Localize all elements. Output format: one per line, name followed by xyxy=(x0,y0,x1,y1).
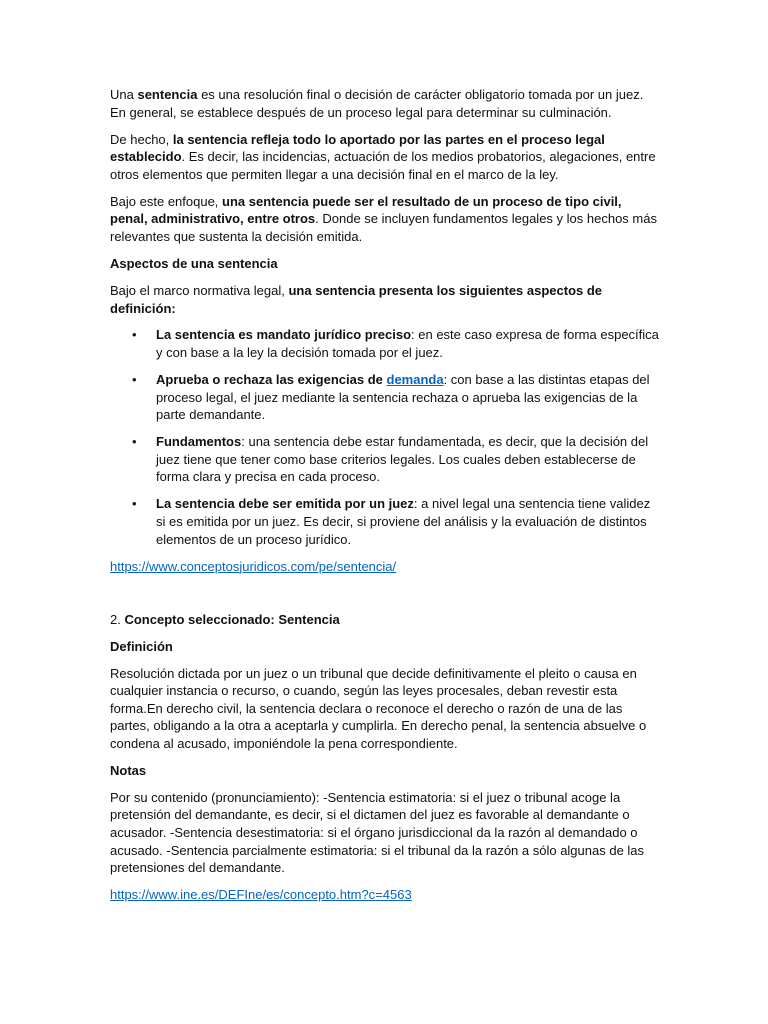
source-link-paragraph-2 xyxy=(110,886,660,904)
heading-notes: Notas xyxy=(110,762,147,778)
source-link-paragraph-1 xyxy=(110,558,660,576)
paragraph-intro: Una sentencia es una resolución final o decisión de carácter obligatorio tomada por un juez. En general, se establece después de un proceso legal para determinar su culminación. xyxy=(110,87,644,120)
list-item: • La sentencia es mandato jurídico preciso: en este caso expresa de forma específica y con base a la ley la decisión tomada por el juez. xyxy=(156,326,660,361)
list-item: • La sentencia debe ser emitida por un juez: a nivel legal una sentencia tiene validez si es emitida por un juez. Es decir, si proviene del análisis y la evaluación de distintos elementos de un proceso jurídico. xyxy=(156,495,660,548)
section-2-heading: 2. Concepto seleccionado: Sentencia xyxy=(110,611,340,627)
aspects-list xyxy=(110,326,660,548)
list-item: • Fundamentos: una sentencia debe estar fundamentada, es decir, que la decisión del juez tiene que tener como base criterios legales. Los cuales deben establecerse de forma clara y precisa en cada proceso. xyxy=(156,433,660,486)
heading-aspects: Aspectos de una sentencia xyxy=(110,255,278,271)
paragraph-notes: Por su contenido (pronunciamiento): -Sentencia estimatoria: si el juez o tribunal acoge la pretensión del demandante, es decir, si el dictamen del juez es favorable al demandante o acusador. -Sentencia desestimatoria: si el órgano jurisdiccional da la razón al demandado o acusado. -Sentencia parcialmente estimatoria: si el tribunal da la razón a sólo algunas de las pretensiones del demandante. xyxy=(110,789,645,876)
blank-line xyxy=(110,585,660,611)
paragraph-approach: Bajo este enfoque, una sentencia puede ser el resultado de un proceso de tipo civil, penal, administrativo, entre otros. Donde se incluyen fundamentos legales y los hechos más relevantes que sustenta la decisión emitida. xyxy=(110,193,657,244)
paragraph-reflects: De hecho, la sentencia refleja todo lo aportado por las partes en el proceso legal establecido. Es decir, las incidencias, actuación de los medios probatorios, alegaciones, entre otros elementos que permiten llegar a una decisión final en el marco de la ley. xyxy=(110,131,656,182)
paragraph-framework: Bajo el marco normativa legal, una sentencia presenta los siguientes aspectos de definición: xyxy=(110,282,603,316)
paragraph-definition: Resolución dictada por un juez o un tribunal que decide definitivamente el pleito o causa en cualquier instancia o recurso, o cuando, según las leyes procesales, deban revestir esta forma.En derecho civil, la sentencia declara o reconoce el derecho o razón de una de las partes, obligando a la otra a aceptarla y cumplirla. En derecho penal, la sentencia absuelve o condena al acusado, imponiéndole la pena correspondiente. xyxy=(110,665,647,751)
document-body xyxy=(110,86,660,913)
source-link-conceptosjuridicos[interactable]: https://www.conceptosjuridicos.com/pe/sentencia/ xyxy=(110,558,397,574)
source-link-ine[interactable]: https://www.ine.es/DEFIne/es/concepto.htm?c=4563 xyxy=(110,887,412,903)
heading-definition: Definición xyxy=(110,638,173,654)
list-item: • Aprueba o rechaza las exigencias de demanda: con base a las distintas etapas del proceso legal, el juez mediante la sentencia rechaza o aprueba las exigencias de la parte demandante. xyxy=(156,371,660,424)
demanda-link[interactable]: demanda xyxy=(386,372,444,388)
term-sentencia: sentencia xyxy=(137,87,198,102)
